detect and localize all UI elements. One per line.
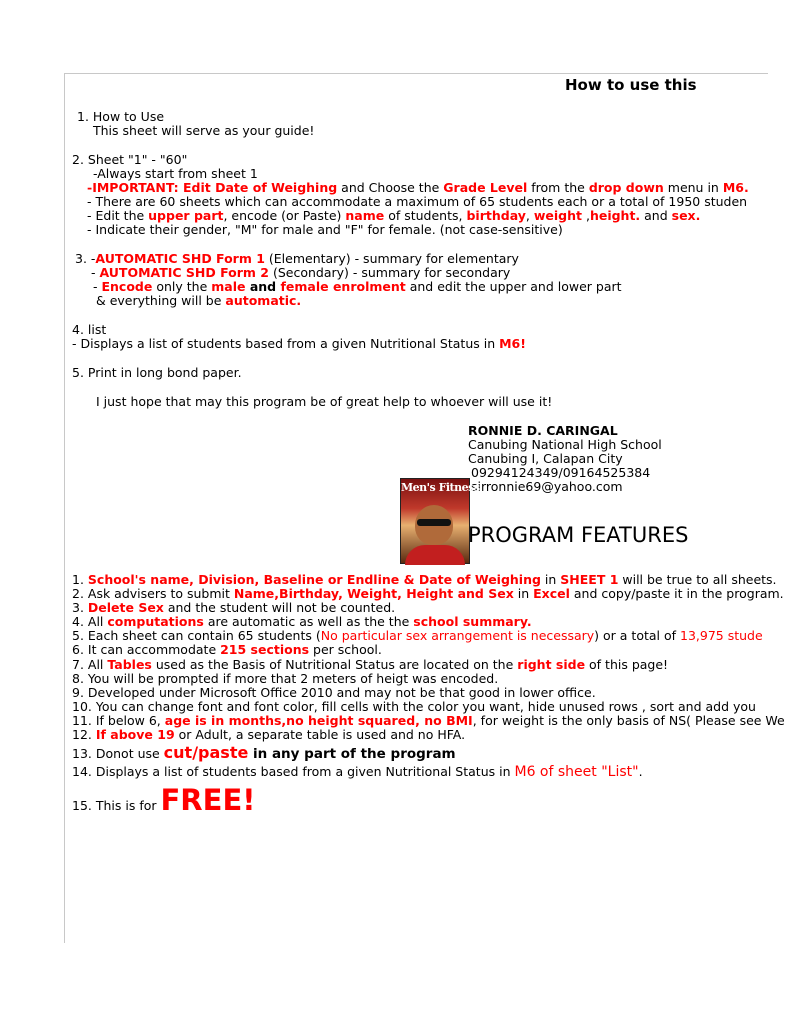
author-photo: [400, 478, 480, 564]
sheet-left-border: [64, 73, 65, 943]
features-title: PROGRAM FEATURES: [468, 523, 689, 547]
author-email: sirronnie69@yahoo.com: [471, 479, 623, 494]
photo-shirt: [405, 545, 465, 565]
feature-2: 2. Ask advisers to submit Name,Birthday, Weight, Height and Sex in Excel and copy/paste it in the program.: [72, 586, 784, 601]
feature-1: 1. School's name, Division, Baseline or Endline & Date of Weighing in SHEET 1 will be true to all sheets.: [72, 572, 777, 587]
closing-note: I just hope that may this program be of great help to whoever will use it!: [96, 394, 553, 409]
feature-6: 6. It can accommodate 215 sections per school.: [72, 642, 382, 657]
section-2-line-1: -Always start from sheet 1: [93, 166, 258, 181]
section-5-heading: 5. Print in long bond paper.: [72, 365, 242, 380]
magazine-masthead: Men's Fitness: [401, 481, 480, 494]
feature-4: 4. All computations are automatic as well as the the school summary.: [72, 614, 532, 629]
section-3-line-3: - Encode only the male and female enrolment and edit the upper and lower part: [93, 279, 622, 294]
feature-12: 12. If above 19 or Adult, a separate table is used and no HFA.: [72, 727, 466, 742]
section-2-line-4: - Edit the upper part, encode (or Paste) name of students, birthday, weight ,height. and sex.: [87, 208, 701, 223]
section-2-line-5: - Indicate their gender, "M" for male and "F" for female. (not case-sensitive): [87, 222, 563, 237]
author-address: Canubing I, Calapan City: [468, 451, 623, 466]
author-phones: 09294124349/09164525384: [471, 465, 651, 480]
feature-10: 10. You can change font and font color, fill cells with the color you want, hide unused rows , sort and add you: [72, 699, 756, 714]
feature-13: 13. Donot use cut/paste in any part of the program: [72, 743, 456, 762]
section-4-heading: 4. list: [72, 322, 107, 337]
feature-9: 9. Developed under Microsoft Office 2010 and may not be that good in lower office.: [72, 685, 596, 700]
section-4-line-1: - Displays a list of students based from a given Nutritional Status in M6!: [72, 336, 526, 351]
section-2-line-3: - There are 60 sheets which can accommodate a maximum of 65 students each or a total of 1950 studen: [87, 194, 748, 209]
feature-11: 11. If below 6, age is in months,no height squared, no BMI, for weight is the only basis of NS( Please see We: [72, 713, 785, 728]
section-3-line-4: & everything will be automatic.: [96, 293, 302, 308]
photo-sunglasses: [417, 519, 451, 526]
author-school: Canubing National High School: [468, 437, 662, 452]
section-3-line-1: 3. -AUTOMATIC SHD Form 1 (Elementary) - summary for elementary: [75, 251, 519, 266]
section-1-heading: 1. How to Use: [77, 109, 165, 124]
section-1-text: This sheet will serve as your guide!: [93, 123, 315, 138]
feature-7: 7. All Tables used as the Basis of Nutritional Status are located on the right side of this page!: [72, 657, 669, 672]
section-3-line-2: - AUTOMATIC SHD Form 2 (Secondary) - summary for secondary: [91, 265, 511, 280]
feature-8: 8. You will be prompted if more that 2 meters of heigt was encoded.: [72, 671, 499, 686]
feature-14: 14. Displays a list of students based from a given Nutritional Status in M6 of sheet "List".: [72, 764, 643, 780]
feature-5: 5. Each sheet can contain 65 students (No particular sex arrangement is necessary) or a total of 13,975 stude: [72, 628, 763, 643]
feature-15: 15. This is for FREE!: [72, 783, 256, 817]
section-2-heading: 2. Sheet "1" - "60": [72, 152, 188, 167]
author-name: RONNIE D. CARINGAL: [468, 423, 618, 438]
feature-3: 3. Delete Sex and the student will not be counted.: [72, 600, 396, 615]
section-2-line-2: -IMPORTANT: Edit Date of Weighing and Choose the Grade Level from the drop down menu in M6.: [87, 180, 749, 195]
guide-sheet: [66, 74, 785, 954]
page-title: How to use this: [565, 76, 697, 94]
